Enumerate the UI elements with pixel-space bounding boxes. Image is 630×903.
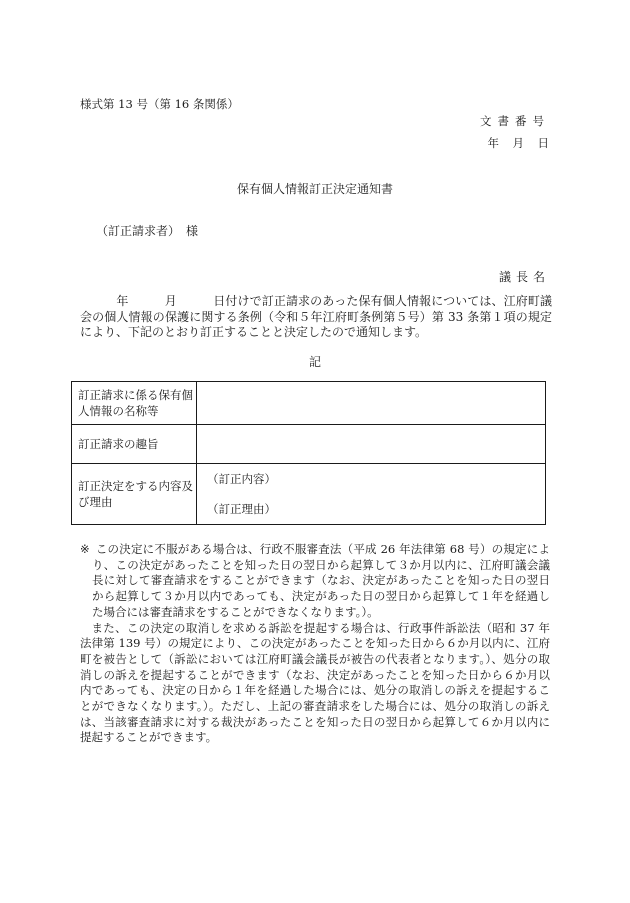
appeal-notice-text-1: この決定に不服がある場合は、行政不服審査法（平成 26 年法律第 68 号）の規定により、この決定があったことを知った日の翌日から起算して３か月以内に、江府町議会議長に対して審査請求をすることができます（なお、決定があったことを知った日の翌日から起算して３か月以内であっても、決定があった日の翌日から起算して１年を経過した場合には審査請求をすることができなくなります。）。	[92, 542, 550, 619]
correction-reason-label: （訂正理由）	[207, 502, 276, 516]
notification-body: 年 月 日付けで訂正請求のあった保有個人情報については、江府町議会の個人情報の保護に関する条例（令和５年江府町条例第５号）第 33 条第１項の規定により、下記のとおり訂正することと決定したので通知します。	[80, 294, 552, 339]
recipient-line: （訂正請求者） 様	[96, 224, 199, 238]
table-value-decision-content[interactable]	[197, 464, 546, 525]
date-line: 年 月 日	[487, 136, 550, 150]
table-row	[72, 382, 546, 425]
table-row	[72, 464, 546, 525]
table-label-decision-content: 訂正決定をする内容及び理由	[72, 464, 197, 525]
table-row	[72, 425, 546, 464]
decision-table	[71, 381, 546, 525]
appeal-notice-paragraph-2: また、この決定の取消しを求める訴訟を提起する場合は、行政事件訴訟法（昭和 37 年法律第 139 号）の規定により、この決定があったことを知った日から６か月以内に、江府町を被告として（訴訟においては江府町議会議長が被告の代表者となります。）、処分の取消しの訴えを提起することができます（なお、決定があったことを知った日から６か月以内であっても、決定の日から１年を経過した場合には、処分の取消しの訴えを提起することができなくなります。）。ただし、上記の審査請求をした場合には、処分の取消しの訴えは、当該審査請求に対する裁決があったことを知った日の翌日から起算して６か月以内に提起することができます。	[80, 620, 550, 745]
table-value-request-subject[interactable]	[197, 382, 546, 425]
form-number: 様式第 13 号（第 16 条関係）	[80, 97, 239, 111]
table-value-request-purpose[interactable]	[197, 425, 546, 464]
appeal-notice-paragraph-1	[80, 542, 550, 621]
correction-content-label: （訂正内容）	[207, 472, 276, 486]
table-label-request-subject: 訂正請求に係る保有個人情報の名称等	[72, 382, 197, 425]
ki-heading: 記	[308, 355, 321, 369]
appeal-notice	[80, 542, 550, 746]
note-mark: ※	[80, 542, 90, 556]
document-title: 保有個人情報訂正決定通知書	[236, 182, 393, 196]
chair-name-label: 議長名	[498, 270, 550, 284]
document-number-label: 文書番号	[480, 114, 550, 128]
table-label-request-purpose: 訂正請求の趣旨	[72, 425, 197, 464]
